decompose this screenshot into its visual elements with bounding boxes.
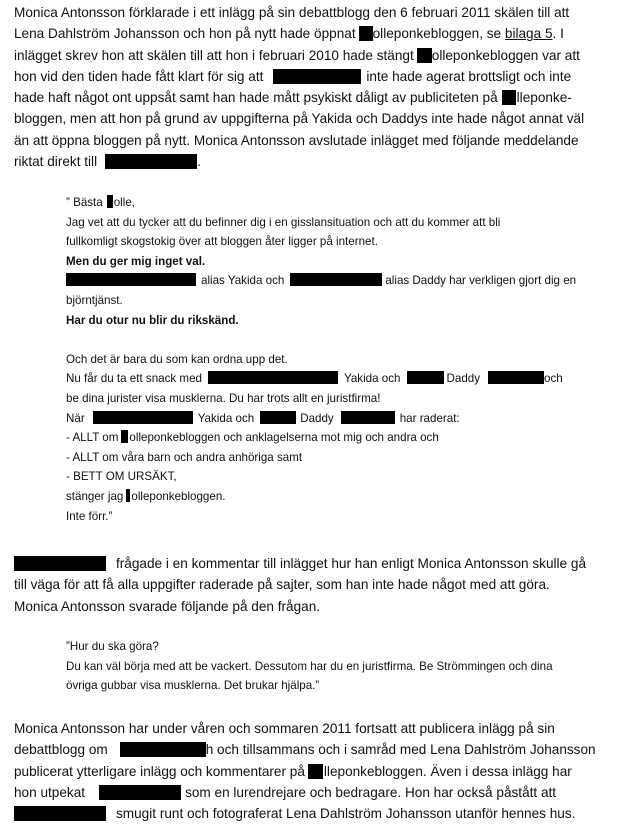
blockquote-reply [66, 637, 606, 696]
blockquote-letter [66, 193, 606, 526]
text-line: Men du ger mig inget val. [66, 254, 206, 268]
text-line: Nu får du ta ett snack med Yakida och Daddy och [66, 372, 563, 386]
text-line: Jag vet att du tycker att du befinner dig i en gisslansituation och att du kommer att bli [66, 215, 501, 229]
text-line: Inte förr.” [66, 509, 113, 523]
text-line: hon vid den tiden hade fått klart för sig att inte hade agerat brottsligt och inte [14, 68, 572, 84]
paragraph-intro [14, 2, 614, 172]
text-line: ” Bästa olle, [66, 196, 136, 209]
redaction-bar [488, 371, 544, 384]
text-line: Du kan väl börja med att be vackert. Dessutom har du en juristfirma. Be Strömmingen och dina [66, 659, 553, 673]
text-line: hade haft något ont uppsåt samt han hade mått psykiskt dåligt av publiciteten på lleponke- [14, 90, 572, 106]
redaction-bar [417, 48, 432, 63]
redaction-bar [502, 90, 516, 105]
redaction-bar [208, 371, 338, 384]
redaction-bar [126, 489, 130, 502]
redaction-bar [93, 411, 193, 424]
redaction-bar [120, 742, 206, 757]
text-line: än att öppna bloggen på nytt. Monica Antonsson avslutade inlägget med följande meddelande [14, 132, 579, 148]
redaction-bar [107, 195, 113, 208]
redaction-bar [66, 273, 196, 286]
text-line: be dina jurister visa musklerna. Du har trots allt en juristfirma! [66, 391, 381, 405]
text-line: - ALLT om våra barn och andra anhöriga samt [66, 450, 303, 464]
text-line: till väga för att få alla uppgifter raderade på sajter, som han inte hade något med att göra. [14, 577, 550, 593]
text-line: fullkomligt skogstokig över att bloggen åter ligger på internet. [66, 235, 378, 249]
redaction-bar [341, 411, 395, 424]
text-line: inlägget skrev hon att skälen till att hon i februari 2010 hade stängt olleponkebloggen var att [14, 47, 580, 63]
text-line: Monica Antonsson har under våren och sommaren 2011 fortsatt att publicera inlägg på sin [14, 721, 555, 736]
paragraph-question [14, 553, 614, 617]
redaction-bar [105, 154, 197, 169]
redaction-bar [308, 764, 323, 779]
text-line: Monica Antonsson förklarade i ett inlägg på sin debattblogg den 6 februari 2011 skälen till att [14, 5, 570, 20]
text-line: alias Yakida och alias Daddy har verkligen gjort dig en [66, 271, 606, 291]
text-line: smugit runt och fotograferat Lena Dahlström Johansson utanför hennes hus. [14, 803, 614, 824]
blank-line [66, 330, 606, 350]
text-line: frågade i en kommentar till inlägget hur han enligt Monica Antonsson skulle gå [14, 553, 614, 574]
text-line: - BETT OM URSÄKT, [66, 470, 177, 484]
text-line: Monica Antonsson svarade följande på den frågan. [14, 598, 321, 614]
redaction-bar [121, 430, 128, 443]
text-line: stänger jag olleponkebloggen. [66, 489, 226, 503]
text-line: ”Hur du ska göra? [66, 640, 159, 653]
text-line: publicerat ytterligare inlägg och kommentarer på lleponkebloggen. Även i dessa inlägg har [14, 763, 572, 779]
redaction-bar [407, 371, 444, 384]
text-line: Lena Dahlström Johansson och hon på nytt hade öppnat olleponkebloggen, se bilaga 5. I [14, 26, 564, 42]
text-line: debattblogg om h och tillsammans och i samråd med Lena Dahlström Johansson [14, 742, 596, 758]
redaction-bar [359, 26, 373, 41]
text-line: riktat direkt till . [14, 154, 201, 170]
paragraph-continuation [14, 718, 614, 824]
redaction-bar [260, 411, 296, 424]
text-line: bloggen, men att hon på grund av uppgifterna på Yakida och Daddys inte hade något annat väl [14, 111, 585, 127]
text-line: Och det är bara du som kan ordna upp det. [66, 352, 288, 366]
text-line: björntjänst. [66, 293, 123, 307]
redaction-bar [99, 785, 181, 800]
redaction-bar [14, 556, 106, 571]
redaction-bar [290, 273, 382, 286]
text-line: övriga gubbar visa musklerna. Det brukar hjälpa.” [66, 679, 320, 693]
text-line: - ALLT om olleponkebloggen och anklagelserna mot mig och andra och [66, 431, 439, 445]
text-line: hon utpekat som en lurendrejare och bedragare. Hon har också påstått att [14, 784, 557, 800]
appendix-link[interactable]: bilaga 5 [504, 26, 553, 42]
text-line: När Yakida och Daddy har raderat: [66, 411, 460, 425]
text-line: Har du otur nu blir du rikskänd. [66, 313, 239, 327]
redaction-bar [273, 69, 361, 84]
redaction-bar [14, 806, 106, 821]
